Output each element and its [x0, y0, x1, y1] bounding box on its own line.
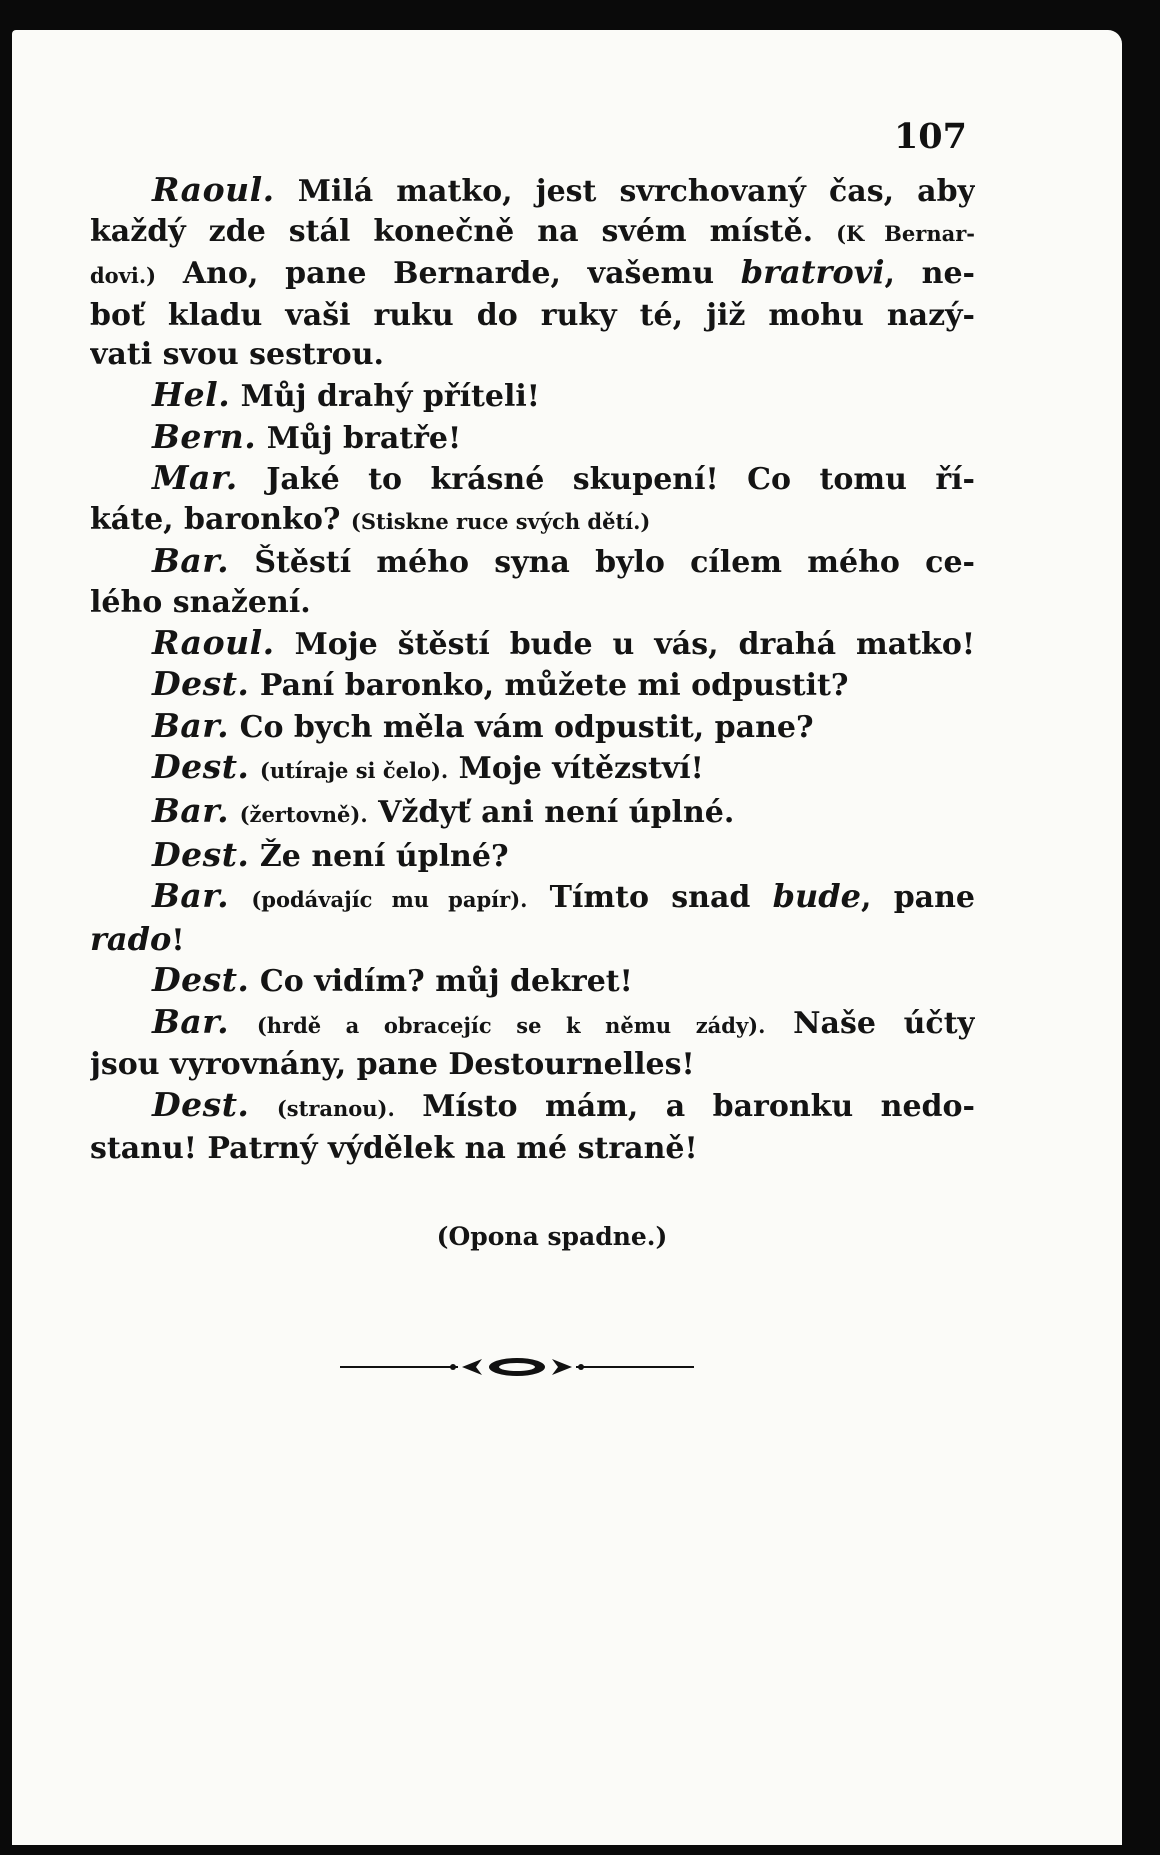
dialogue-text: Štěstí mého syna bylo cílem mého ce-	[254, 545, 975, 581]
dialogue-text: stanu! Patrný výdělek na mé straně!	[90, 1130, 698, 1166]
stage-direction: (utíraje si čelo).	[259, 758, 449, 784]
text-line	[90, 500, 975, 542]
dialogue-text: Můj drahý příteli!	[240, 378, 540, 414]
text-line	[90, 170, 975, 212]
text-line	[90, 791, 975, 835]
dialogue-text: Jaké to krásné skupení! Co tomu ří-	[266, 462, 975, 498]
dialogue-text: Ano, pane Bernarde, vašemu	[156, 256, 741, 292]
speaker-name: Mar.	[152, 458, 238, 498]
speaker-name: Dest.	[152, 747, 250, 787]
dialogue-text: Moje vítězství!	[448, 751, 704, 787]
speaker-name: Bar.	[152, 876, 230, 916]
text-line	[90, 876, 975, 920]
stage-direction: (žertovně).	[239, 801, 368, 827]
page-number: 107	[893, 116, 967, 157]
dialogue-text: Že není úplné?	[259, 838, 509, 874]
text-line	[90, 417, 975, 459]
stage-direction: (K Bernar-	[836, 220, 975, 246]
text-line	[90, 1002, 975, 1046]
dialogue-text: Místo mám, a baronku nedo-	[394, 1089, 975, 1125]
text-line	[90, 541, 975, 583]
dialogue-text: vati svou sestrou.	[90, 337, 384, 373]
speaker-name: Raoul.	[152, 170, 275, 209]
stage-direction: (podávajíc mu papír).	[251, 887, 528, 913]
speaker-name: Bar.	[152, 790, 230, 830]
speaker-name: Bar.	[152, 541, 230, 581]
speaker-name: Hel.	[152, 374, 231, 414]
text-line	[90, 335, 975, 375]
text-line	[90, 835, 975, 877]
text-line	[90, 664, 975, 706]
text-line	[90, 960, 975, 1002]
stage-direction: (hrdě a obracejíc se k němu zády).	[256, 1012, 766, 1038]
stage-direction: (stranou).	[276, 1096, 395, 1122]
dialogue-text: lého snažení.	[90, 584, 311, 620]
dialogue-text: Můj bratře!	[266, 420, 462, 456]
text-line	[90, 623, 975, 665]
dialogue-text: Tímto snad	[527, 880, 773, 916]
text-line	[90, 375, 975, 417]
dialogue-text: Naše účty	[765, 1005, 975, 1041]
dialogue-text: !	[171, 922, 185, 958]
stage-direction: (Stiskne ruce svých dětí.)	[350, 508, 651, 534]
text-line	[90, 920, 975, 961]
dialogue-text: Co vidím? můj dekret!	[259, 964, 633, 1000]
book-page	[12, 30, 1122, 1845]
stage-direction: dovi.)	[90, 263, 157, 289]
emphasis-text: rado	[90, 919, 172, 958]
dialogue-text: Vždyť ani není úplné.	[367, 794, 735, 830]
dialogue-text: jsou vyrovnány, pane Destournelles!	[90, 1047, 695, 1083]
play-text	[90, 170, 975, 1168]
text-line	[90, 296, 975, 336]
speaker-name: Bar.	[152, 1001, 230, 1041]
speaker-name: Dest.	[152, 960, 250, 1000]
dialogue-text: každý zde stál konečně na svém místě.	[90, 213, 837, 249]
text-line	[90, 458, 975, 500]
text-line	[90, 212, 975, 254]
text-line	[90, 747, 975, 791]
dialogue-text: boť kladu vaši ruku do ruky té, již mohu nazý-	[90, 297, 975, 333]
dialogue-text: , ne-	[884, 256, 975, 292]
text-line	[90, 1129, 975, 1169]
dialogue-text: Co bych měla vám odpustit, pane?	[239, 709, 814, 745]
emphasis-text: bude	[772, 877, 861, 916]
stage-direction-curtain: (Opona spadne.)	[436, 1222, 668, 1251]
text-line	[90, 706, 975, 748]
text-line	[90, 253, 975, 296]
dialogue-text: Paní baronko, můžete mi odpustit?	[259, 668, 849, 704]
text-line	[90, 583, 975, 623]
dialogue-text: Milá matko, jest svrchovaný čas, aby	[297, 174, 975, 209]
text-line	[90, 1085, 975, 1129]
dialogue-text: káte, baronko?	[90, 501, 351, 537]
speaker-name: Bern.	[152, 416, 257, 456]
emphasis-text: bratrovi	[740, 253, 885, 292]
speaker-name: Dest.	[152, 1085, 250, 1125]
ornament-divider	[340, 1352, 694, 1382]
dialogue-text: , pane	[861, 880, 975, 916]
text-line	[90, 1045, 975, 1085]
dialogue-text: Moje štěstí bude u vás, drahá matko!	[294, 626, 975, 662]
speaker-name: Raoul.	[152, 622, 275, 662]
speaker-name: Bar.	[152, 705, 230, 745]
speaker-name: Dest.	[152, 834, 250, 874]
speaker-name: Dest.	[152, 664, 250, 704]
